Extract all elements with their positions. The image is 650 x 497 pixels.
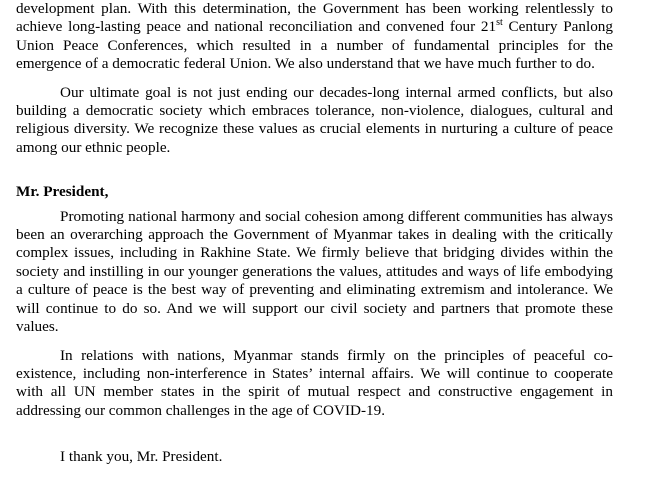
closing-remark: I thank you, Mr. President. xyxy=(60,448,223,466)
ordinal-suffix: st xyxy=(496,17,503,29)
paragraph-text: development plan. With this determination, the Government has been working relentlessly to achieve long-lasting peace and national reconciliation and convened four 21 xyxy=(16,0,613,36)
paragraph-ultimate-goal: Our ultimate goal is not just ending our decades-long internal armed conflicts, but also building a democratic society which embraces tolerance, non-violence, dialogues, cultural and religious diversity. We recognize these values as crucial elements in nurturing a culture of peace among our ethnic people. xyxy=(16,83,613,156)
paragraph-international-relations: In relations with nations, Myanmar stands firmly on the principles of peaceful co-existence, including non-interference in States’ internal affairs. We will continue to cooperate with all UN member states in the spirit of mutual respect and constructive engagement in addressing our common challenges in the age of COVID-19. xyxy=(16,346,613,419)
section-heading: Mr. President, xyxy=(16,183,109,201)
document-page xyxy=(16,0,613,467)
paragraph-peace-process xyxy=(16,0,613,74)
paragraph-text-continued: Century Panlong Union Peace Conferences, which resulted in a number of fundamental principles for the emergence of a democratic federal Union. We also understand that we have much further to do. xyxy=(16,18,613,73)
paragraph-national-harmony: Promoting national harmony and social cohesion among different communities has always been an overarching approach the Government of Myanmar takes in dealing with the critically complex issues, including in Rakhine State. We firmly believe that bridging divides within the society and instilling in our younger generations the values, attitudes and ways of life embodying a culture of peace is the best way of preventing and eliminating extremism and intolerance. We will continue to do so. And we will support our civil society and partners that promote these values. xyxy=(16,207,613,336)
